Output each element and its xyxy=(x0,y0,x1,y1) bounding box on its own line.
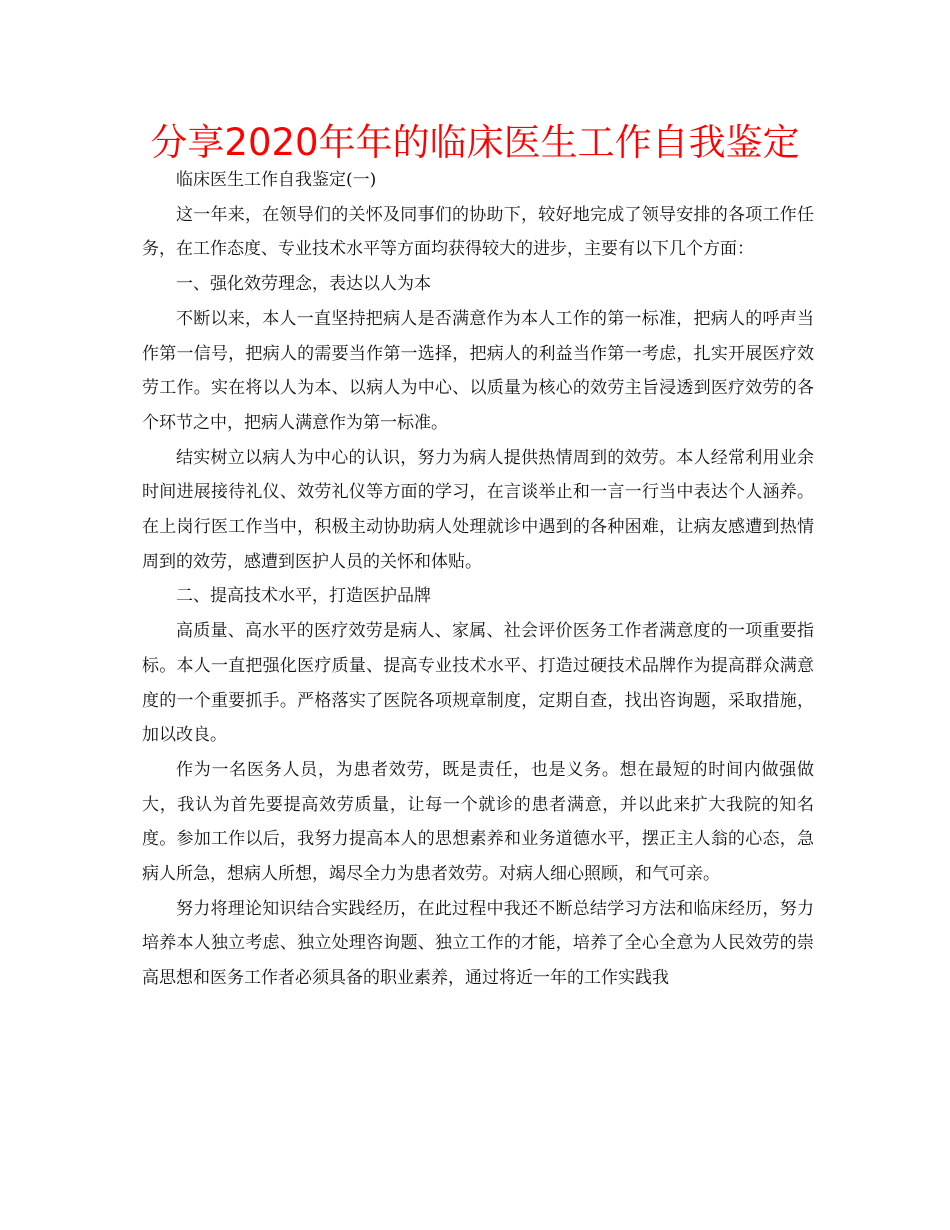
section-subtitle: 临床医生工作自我鉴定(一) xyxy=(176,170,377,190)
section-heading: 一、强化效劳理念，表达以人为本 xyxy=(176,274,431,295)
document-title: 分享2020年年的临床医生工作自我鉴定 xyxy=(150,121,800,164)
body-paragraph: 努力将理论知识结合实践经历，在此过程中我还不断总结学习方法和临床经历，努力培养本人独立考虑、独立处理咨询题、独立工作的才能，培养了全心全意为人民效劳的崇高思想和医务工作者必须具备的职业素养，通过将近一年的工作实践我 xyxy=(142,898,814,989)
body-paragraph: 作为一名医务人员，为患者效劳，既是责任，也是义务。想在最短的时间内做强做大，我认为首先要提高效劳质量，让每一个就诊的患者满意，并以此来扩大我院的知名度。参加工作以后，我努力提高本人的思想素养和业务道德水平，摆正主人翁的心态，急病人所急，想病人所想，竭尽全力为患者效劳。对病人细心照顾，和气可亲。 xyxy=(142,759,814,885)
body-paragraph: 这一年来，在领导们的关怀及同事们的协助下，较好地完成了领导安排的各项工作任务，在工作态度、专业技术水平等方面均获得较大的进步，主要有以下几个方面： xyxy=(142,204,814,260)
document-body xyxy=(142,163,814,996)
body-paragraph: 结实树立以病人为中心的认识，努力为病人提供热情周到的效劳。本人经常利用业余时间进展接待礼仪、效劳礼仪等方面的学习，在言谈举止和一言一行当中表达个人涵养。在上岗行医工作当中，积极主动协助病人处理就诊中遇到的各种困难，让病友感遭到热情周到的效劳，感遭到医护人员的关怀和体贴。 xyxy=(142,447,814,572)
body-paragraph: 高质量、高水平的医疗效劳是病人、家属、社会评价医务工作者满意度的一项重要指标。本人一直把强化医疗质量、提高专业技术水平、打造过硬技术品牌作为提高群众满意度的一个重要抓手。严格落实了医院各项规章制度，定期自查，找出咨询题，采取措施，加以改良。 xyxy=(142,621,814,746)
section-heading: 二、提高技术水平，打造医护品牌 xyxy=(176,586,431,607)
body-paragraph: 不断以来，本人一直坚持把病人是否满意作为本人工作的第一标准，把病人的呼声当作第一信号，把病人的需要当作第一选择，把病人的利益当作第一考虑，扎实开展医疗效劳工作。实在将以人为本、以病人为中心、以质量为核心的效劳主旨浸透到医疗效劳的各个环节之中，把病人满意作为第一标准。 xyxy=(142,308,814,433)
